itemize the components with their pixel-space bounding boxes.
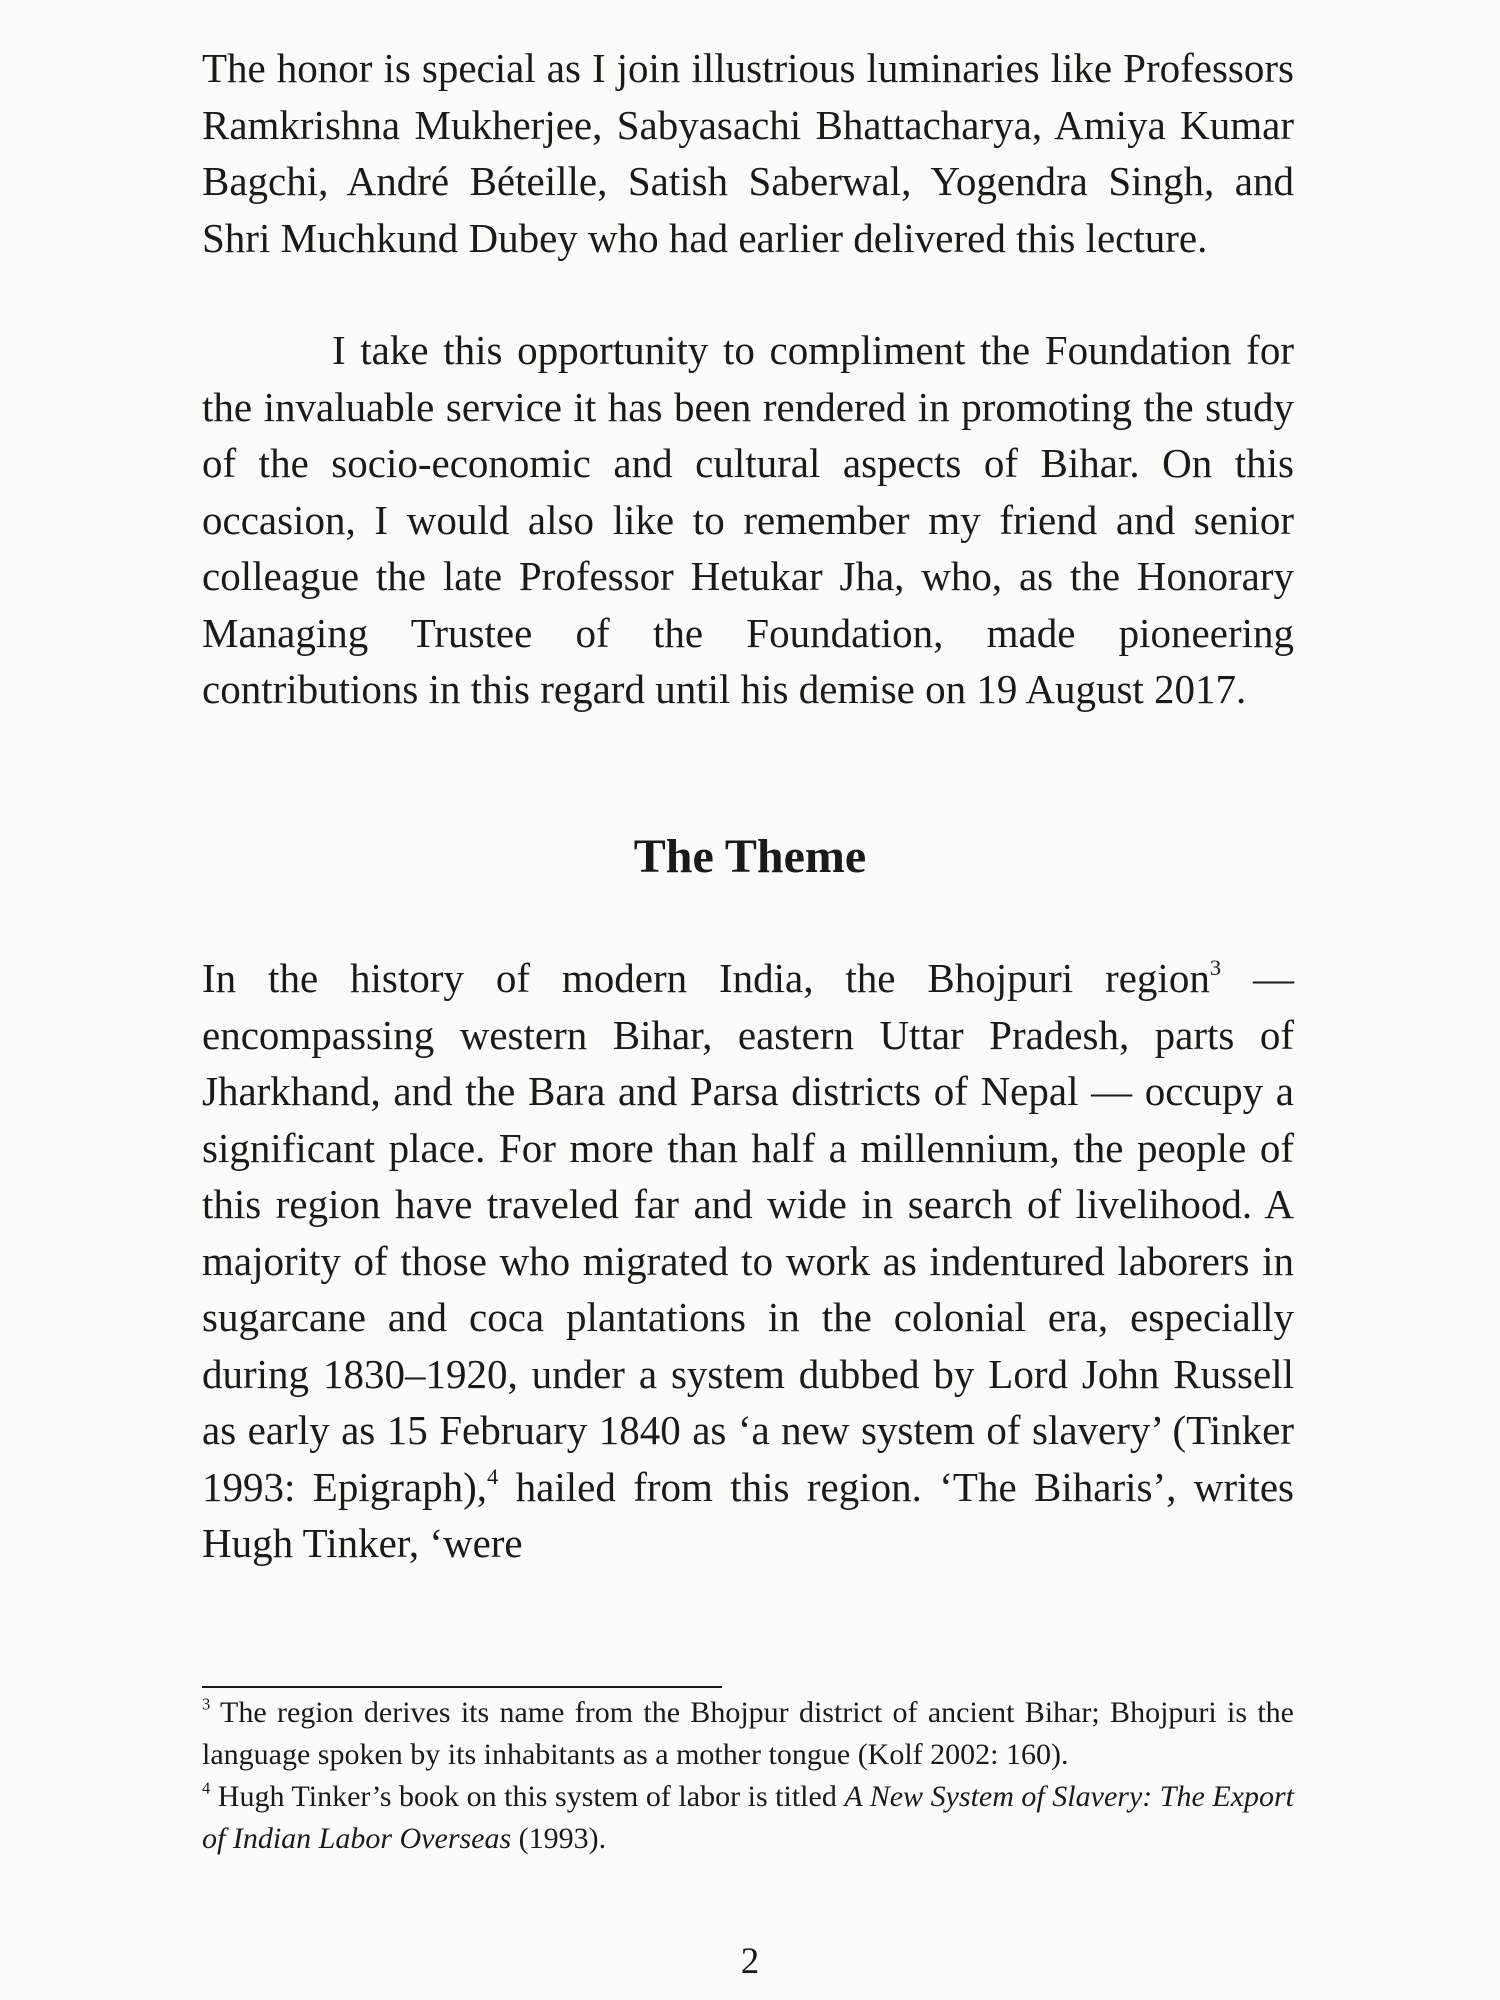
footnote-3-number: 3 <box>202 1694 211 1714</box>
paragraph-theme <box>202 950 1294 1572</box>
footnotes <box>202 1692 1294 1860</box>
page-number: 2 <box>740 1941 760 1982</box>
footnote-4 <box>202 1776 1294 1860</box>
theme-text-part-1: In the history of modern India, the Bhojpuri region <box>202 955 1210 1001</box>
footnote-4-text: Hugh Tinker’s book on this system of labor is titled <box>210 1780 845 1813</box>
footnote-ref-3: 3 <box>1209 955 1222 981</box>
footnote-4-number: 4 <box>202 1778 211 1798</box>
paragraph-intro: The honor is special as I join illustrious luminaries like Professors Ramkrishna Mukherjee, Sabyasachi Bhattacharya, Amiya Kumar Bagchi, André Béteille, Satish Saberwal, Yogendra Singh, and Shri Muchkund Dubey who had earlier delivered this lecture. <box>202 45 1294 261</box>
footnote-4-year: (1993). <box>511 1822 607 1855</box>
paragraph-acknowledgement: I take this opportunity to compliment the Foundation for the invaluable service it has been rendered in promoting the study of the socio-economic and cultural aspects of Bihar. On this occasion, I would also like to remember my friend and senior colleague the late Professor Hetukar Jha, who, as the Honorary Managing Trustee of the Foundation, made pioneering contributions in this regard until his demise on 19 August 2017. <box>202 327 1294 712</box>
theme-text-part-3: hailed from this region. ‘The Biharis’, writes Hugh Tinker, ‘were <box>202 1463 1294 1566</box>
theme-text-part-2: — encompassing western Bihar, eastern Uttar Pradesh, parts of Jharkhand, and the Bara and Parsa districts of Nepal — occupy a significant place. For more than half a millennium, the people of this region have traveled far and wide in search of livelihood. A majority of those who migrated to work as indentured laborers in sugarcane and coca plantations in the colonial era, especially during 1830–1920, under a system dubbed by Lord John Russell as early as 15 February 1840 as ‘a new system of slavery’ (Tinker 1993: Epigraph), <box>202 955 1295 1510</box>
footnote-ref-4: 4 <box>486 1463 499 1489</box>
footnote-3-text: The region derives its name from the Bhojpur district of ancient Bihar; Bhojpuri is the language spoken by its inhabitants as a mother tongue (Kolf 2002: 160). <box>202 1696 1294 1771</box>
footnote-3 <box>202 1692 1294 1776</box>
section-heading: The Theme <box>633 830 867 883</box>
footnote-divider <box>202 1686 722 1688</box>
footnote-4-book-title: A New System of Slavery: The Export of Indian Labor Overseas <box>202 1780 1294 1855</box>
